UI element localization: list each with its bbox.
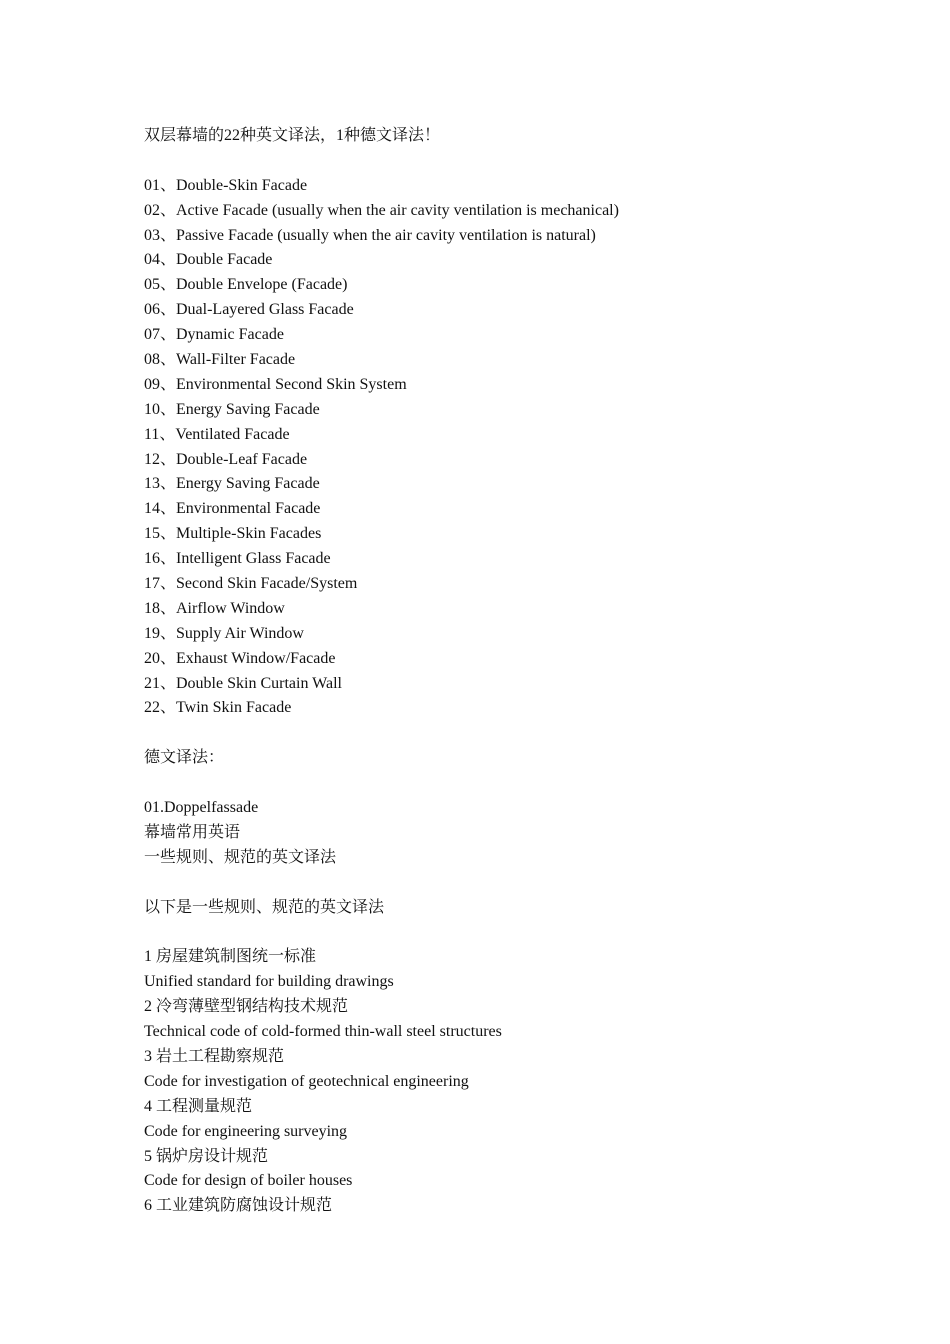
list-item: 05、Double Envelope (Facade) (144, 276, 348, 294)
list-item: 14、Environmental Facade (144, 500, 321, 518)
standard-chinese: 5 锅炉房设计规范 (144, 1147, 269, 1165)
german-item: 01.Doppelfassade (144, 799, 259, 817)
standard-chinese: 6 工业建筑防腐蚀设计规范 (144, 1197, 333, 1215)
document-page (144, 124, 864, 1219)
standards-list (144, 945, 864, 1219)
section-subtitle: 一些规则、规范的英文译法 (144, 848, 337, 866)
list-item: 16、Intelligent Glass Facade (144, 550, 331, 568)
list-item: 20、Exhaust Window/Facade (144, 649, 336, 667)
list-item: 13、Energy Saving Facade (144, 475, 320, 493)
standard-chinese: 3 岩土工程勘察规范 (144, 1047, 285, 1065)
document-heading: 双层幕墙的22种英文译法，1种德文译法！ (144, 127, 441, 144)
list-item: 06、Dual-Layered Glass Facade (144, 301, 354, 319)
standard-chinese: 1 房屋建筑制图统一标准 (144, 948, 317, 966)
standard-english: Code for engineering surveying (144, 1122, 348, 1140)
german-heading: 德文译法： (144, 749, 225, 767)
list-item: 11、Ventilated Facade (144, 425, 290, 443)
list-item: 12、Double-Leaf Facade (144, 450, 308, 468)
standard-chinese: 2 冷弯薄壁型钢结构技术规范 (144, 998, 349, 1016)
list-item: 03、Passive Facade (usually when the air cavity ventilation is natural) (144, 226, 596, 244)
list-item: 07、Dynamic Facade (144, 326, 284, 344)
list-item: 17、Second Skin Facade/System (144, 575, 358, 593)
standard-chinese: 4 工程测量规范 (144, 1097, 253, 1115)
list-item: 22、Twin Skin Facade (144, 699, 292, 717)
spacer (144, 771, 864, 796)
standard-english: Unified standard for building drawings (144, 973, 394, 991)
list-item: 18、Airflow Window (144, 599, 285, 617)
spacer (144, 921, 864, 946)
standard-english: Code for investigation of geotechnical engineering (144, 1072, 469, 1090)
list-item: 10、Energy Saving Facade (144, 400, 320, 418)
list-item: 21、Double Skin Curtain Wall (144, 674, 342, 692)
list-item: 19、Supply Air Window (144, 624, 304, 642)
list-item: 02、Active Facade (usually when the air cavity ventilation is mechanical) (144, 201, 619, 219)
list-item: 01、Double-Skin Facade (144, 176, 308, 194)
english-translation-list (144, 174, 864, 722)
spacer (144, 721, 864, 746)
section-title: 幕墙常用英语 (144, 823, 241, 841)
list-item: 04、Double Facade (144, 251, 273, 269)
spacer (144, 149, 864, 174)
standard-english: Technical code of cold-formed thin-wall steel structures (144, 1023, 502, 1041)
list-item: 08、Wall-Filter Facade (144, 351, 296, 369)
standard-english: Code for design of boiler houses (144, 1172, 353, 1190)
intro-text: 以下是一些规则、规范的英文译法 (144, 898, 385, 916)
list-item: 09、Environmental Second Skin System (144, 375, 407, 393)
list-item: 15、Multiple-Skin Facades (144, 525, 322, 543)
spacer (144, 871, 864, 896)
